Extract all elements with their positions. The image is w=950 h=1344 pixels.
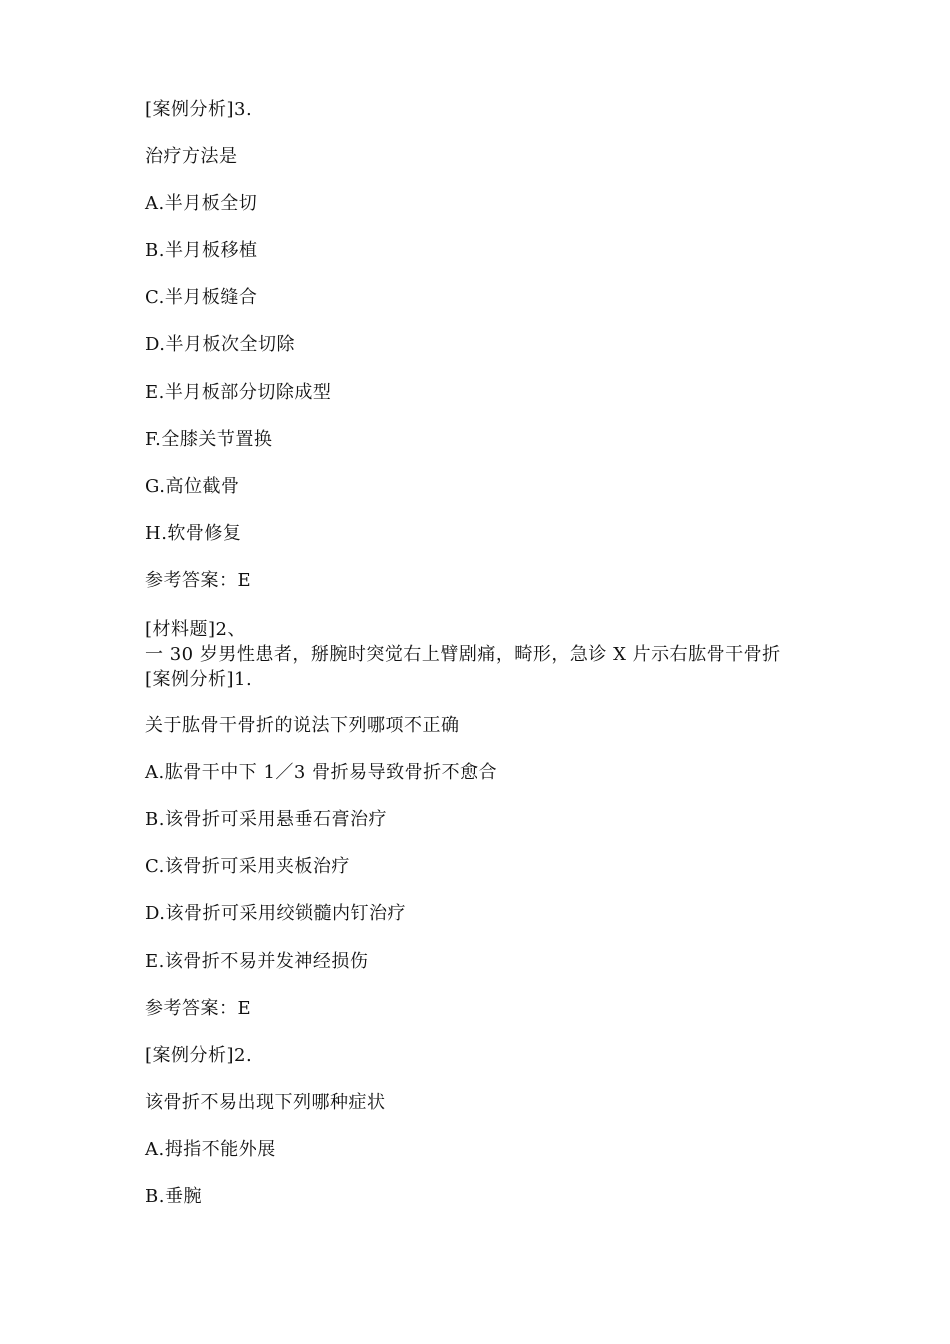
option-e: E.半月板部分切除成型	[145, 382, 332, 403]
option-f: F.全膝关节置换	[145, 429, 273, 450]
option-d: D.该骨折可采用绞锁髓内钉治疗	[145, 903, 407, 924]
option-b: B.半月板移植	[145, 240, 258, 261]
case-label: [案例分析]3.	[145, 99, 253, 120]
reference-answer: 参考答案：E	[145, 570, 252, 591]
option-c: C.该骨折可采用夹板治疗	[145, 856, 350, 877]
option-a: A.肱骨干中下 1／3 骨折易导致骨折不愈合	[145, 762, 498, 783]
option-b: B.该骨折可采用悬垂石膏治疗	[145, 809, 387, 830]
option-g: G.高位截骨	[145, 476, 240, 497]
question-text: 该骨折不易出现下列哪种症状	[145, 1092, 386, 1113]
reference-answer: 参考答案：E	[145, 998, 252, 1019]
question-text: 关于肱骨干骨折的说法下列哪项不正确	[145, 715, 460, 736]
option-d: D.半月板次全切除	[145, 334, 296, 355]
material-text: 一 30 岁男性患者，掰腕时突觉右上臂剧痛，畸形，急诊 X 片示右肱骨干骨折	[145, 644, 781, 665]
case-label: [案例分析]1.	[145, 669, 253, 690]
option-c: C.半月板缝合	[145, 287, 258, 308]
option-h: H.软骨修复	[145, 523, 242, 544]
material-label: [材料题]2、	[145, 619, 246, 640]
case-label: [案例分析]2.	[145, 1045, 253, 1066]
question-text: 治疗方法是	[145, 146, 238, 167]
option-a: A.半月板全切	[145, 193, 258, 214]
option-e: E.该骨折不易并发神经损伤	[145, 951, 369, 972]
option-a: A.拇指不能外展	[145, 1139, 276, 1160]
option-b: B.垂腕	[145, 1186, 202, 1207]
